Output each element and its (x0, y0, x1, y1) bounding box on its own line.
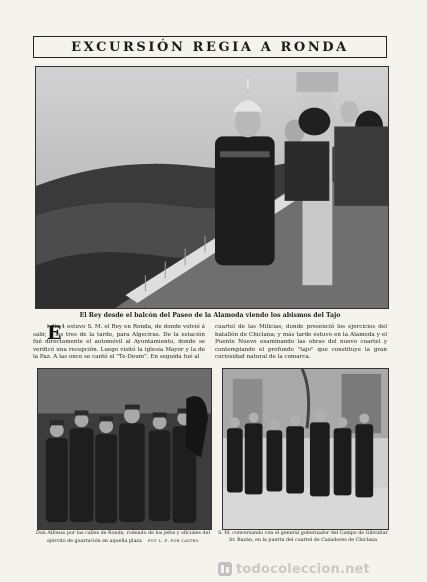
page-title: EXCURSIÓN REGIA A RONDA (71, 39, 349, 55)
bottom-right-photo (222, 368, 389, 530)
bottom-left-caption (33, 531, 213, 545)
top-photo-caption: El Rey desde el balcón del Paseo de la Alamoda viendo los abismos del Tajo (79, 312, 341, 319)
bottom-left-photo-image (38, 369, 211, 529)
bottom-left-caption-text: Don Alfonso por las calles de Ronda, rodeado de los jefes y oficiales del ejército de guarnición en aquella plaza (36, 531, 210, 544)
top-photo (35, 66, 389, 309)
article-column-left (33, 324, 205, 362)
article-body (33, 324, 387, 366)
watermark (218, 560, 418, 578)
photo-credit: FOT. L. P., POR CASTRO (147, 538, 199, 543)
title-box (33, 36, 387, 58)
watermark-logo-icon (218, 562, 232, 576)
article-text-left: l día 4 estuvo S. M. el Rey en Ronda, de donde volvió á salir, á las tres de la tarde, para Algeciras. De la estación fué directamente el automóvil al Ayuntamiento, donde se verificó una recepción. Luego visitó la iglesia Mayor y la de la Paz. A las once se cantó el "Te-Deum". En seguida fué al (33, 324, 205, 361)
article-column-right (215, 324, 387, 362)
bottom-right-photo-image (223, 369, 388, 529)
watermark-text: todocoleccion.net (236, 561, 370, 577)
top-photo-image (36, 67, 388, 308)
bottom-left-photo (37, 368, 212, 530)
article-text-right: cuartel de las Milicias, donde presenció los ejercicios del batallón de Chiclana; y más tarde estuvo en la Alameda y el Puente Nuevo examinando las obras del nuevo cuartel y contemplando el profundo "tajo" que constituye la gran curiosidad natural de la comarca. (215, 324, 387, 361)
drop-cap: E (47, 322, 62, 344)
bottom-right-caption: S. M. conversando con el general gobernador del Campo de Gibraltar Sr. Bazán, en la puerta del cuartel de Cazadores de Chiclana (218, 531, 388, 543)
